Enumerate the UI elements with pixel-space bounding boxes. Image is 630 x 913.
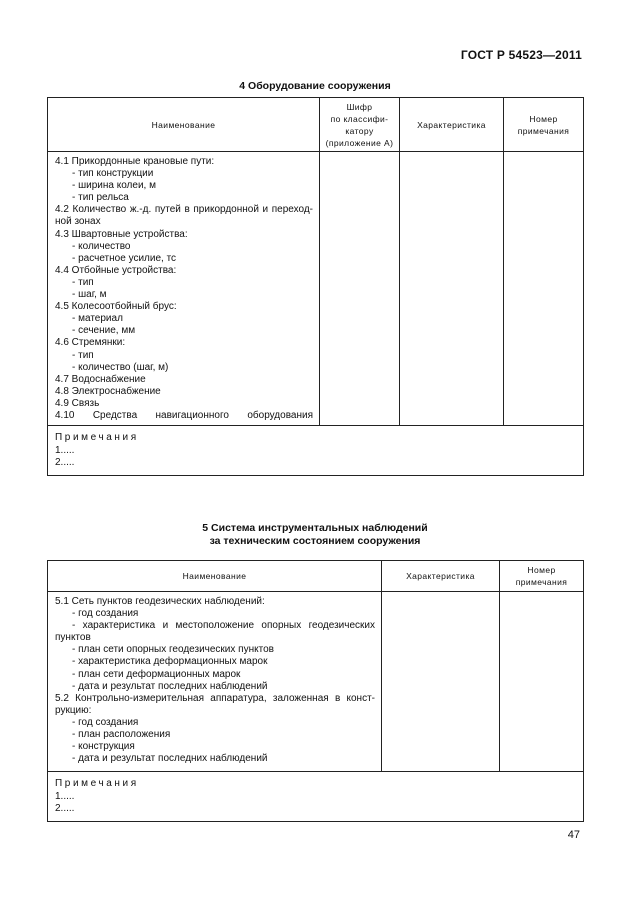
column-header-note-number [504, 98, 584, 152]
table-notes-row [48, 772, 584, 822]
list-item: 4.2 Количество ж.-д. путей в прикордонной и переход- [55, 204, 313, 216]
list-item: 4.9 Связь [55, 397, 100, 409]
characteristic-cell [400, 152, 504, 426]
column-header-code-line: по классифи- [330, 113, 389, 124]
column-header-name: Наименование [48, 561, 382, 592]
list-item: - ширина колеи, м [72, 180, 156, 192]
list-item: - план сети деформационных марок [72, 668, 241, 680]
section-5-title-line: 5 Система инструментальных наблюдений [202, 522, 428, 534]
list-item: - характеристика и местоположение опорных геодезических [72, 620, 375, 632]
list-item: - план расположения [72, 729, 171, 741]
list-item: - количество (шаг, м) [72, 361, 169, 373]
table-header-row [48, 98, 584, 152]
note-line: 2..... [55, 457, 75, 468]
characteristic-cell [382, 592, 500, 772]
document-code: ГОСТ Р 54523—2011 [460, 48, 582, 62]
table-notes-row [48, 426, 584, 476]
note-line: 2..... [55, 803, 75, 814]
list-item: рукцию: [55, 704, 92, 716]
column-header-code-line: катору [345, 125, 374, 136]
table-header-row [48, 561, 584, 592]
list-item: - год создания [72, 608, 139, 620]
column-header-name: Наименование [48, 98, 320, 152]
list-item: 4.7 Водоснабжение [55, 373, 146, 385]
column-header-note-line: примечания [515, 577, 568, 587]
list-item: - расчетное усилие, тс [72, 252, 177, 264]
column-header-code-line: (приложение А) [325, 137, 394, 148]
list-item: - тип [72, 349, 94, 361]
column-header-characteristic: Характеристика [382, 561, 500, 592]
page-number: 47 [567, 829, 580, 841]
list-item: - количество [72, 240, 131, 252]
list-item: 4.6 Стремянки: [55, 337, 126, 349]
section-5-title-line: за техническим состоянием сооружения [209, 535, 421, 547]
list-item: 4.8 Электроснабжение [55, 385, 161, 397]
list-item: - тип конструкции [72, 168, 154, 180]
column-header-note-line: Номер [529, 113, 558, 124]
list-item: - год создания [72, 716, 139, 728]
code-cell [320, 152, 400, 426]
table-body-row [48, 152, 584, 426]
items-cell [48, 152, 320, 426]
list-item: - дата и результат последних наблюдений [72, 753, 268, 765]
list-item: 4.1 Прикордонные крановые пути: [55, 156, 215, 167]
list-item: пунктов [55, 632, 91, 644]
notes-label: Примечания [55, 432, 139, 443]
list-item: - тип [72, 276, 94, 288]
list-item: - сечение, мм [72, 325, 136, 337]
list-item: ной зонах [55, 216, 101, 228]
list-item: 4.10 Средства навигационного оборудования [55, 409, 313, 421]
notes-label: Примечания [55, 778, 139, 789]
section-5-table [47, 560, 584, 822]
list-item: 5.1 Сеть пунктов геодезических наблюдений: [55, 596, 265, 607]
column-header-code [320, 98, 400, 152]
column-header-characteristic: Характеристика [400, 98, 504, 152]
column-header-note-number [500, 561, 584, 592]
list-item: - материал [72, 313, 123, 325]
note-number-cell [504, 152, 584, 426]
note-number-cell [500, 592, 584, 772]
list-item: 4.4 Отбойные устройства: [55, 264, 177, 276]
list-item: - тип рельса [72, 192, 129, 204]
note-line: 1..... [55, 444, 75, 456]
column-header-note-line: примечания [517, 125, 570, 136]
list-item: 4.3 Швартовные устройства: [55, 228, 188, 240]
section-5-title [47, 522, 583, 548]
list-item: - конструкция [72, 741, 135, 753]
column-header-note-line: Номер [527, 565, 556, 575]
list-item: 4.5 Колесоотбойный брус: [55, 301, 177, 313]
column-header-code-line: Шифр [346, 101, 373, 112]
list-item: - дата и результат последних наблюдений [72, 680, 268, 692]
list-item: - шаг, м [72, 289, 107, 301]
list-item: 5.2 Контрольно-измерительная аппаратура, заложенная в конст- [55, 692, 375, 704]
section-4-table [47, 97, 584, 476]
table-body-row [48, 592, 584, 772]
note-line: 1..... [55, 790, 75, 802]
notes-cell [48, 772, 584, 822]
items-cell [48, 592, 382, 772]
notes-cell [48, 426, 584, 476]
section-4-title: 4 Оборудование сооружения [239, 80, 391, 92]
list-item: - план сети опорных геодезических пунктов [72, 644, 274, 656]
list-item: - характеристика деформационных марок [72, 656, 268, 668]
